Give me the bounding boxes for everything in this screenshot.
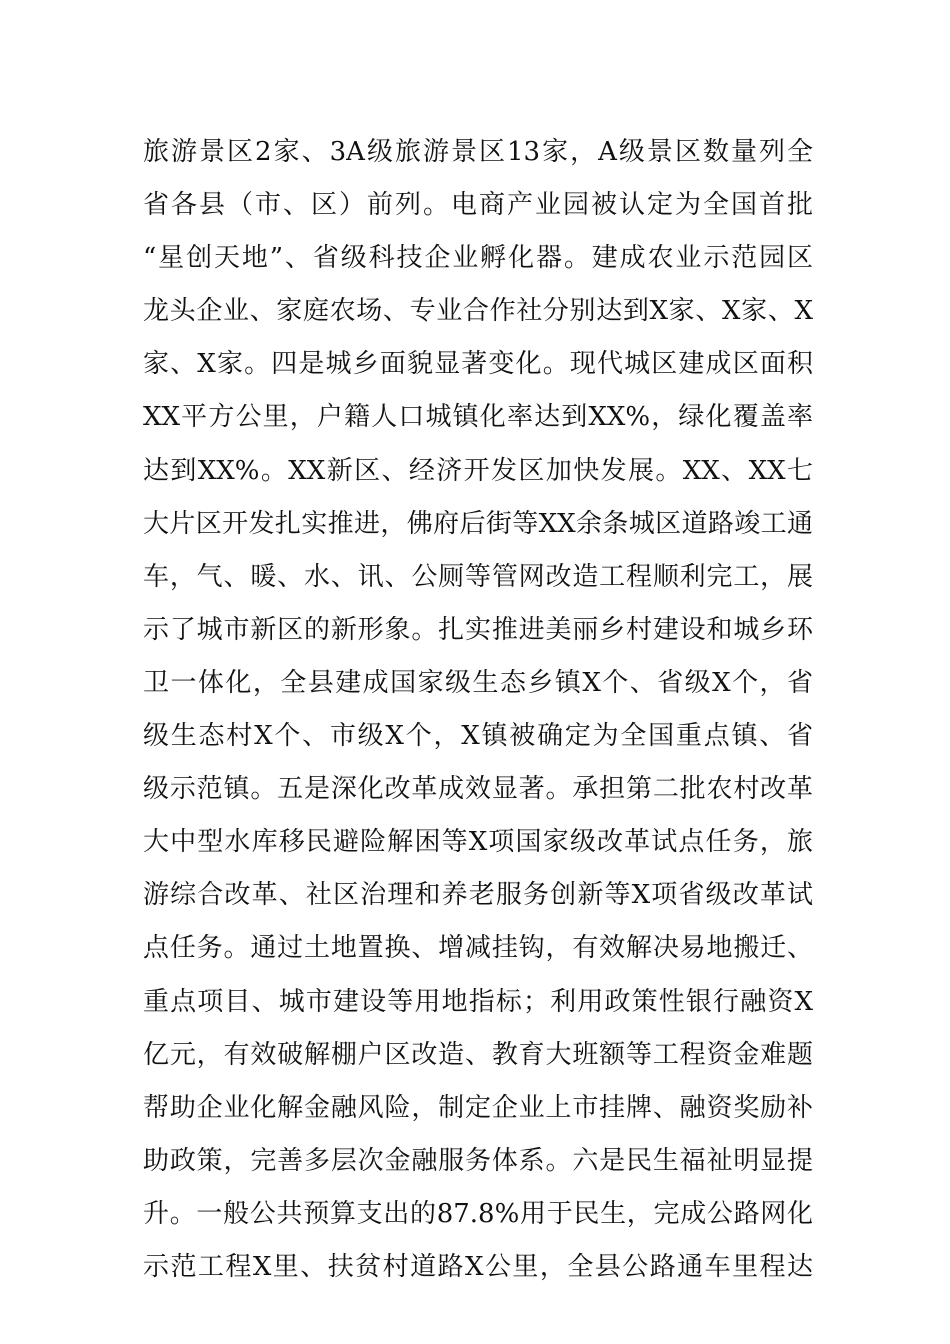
- text-line: 点任务。通过土地置换、增减挂钩，有效解决易地搬迁、: [143, 933, 813, 964]
- text-line: 示范工程X里、扶贫村道路X公里，全县公路通车里程达: [143, 1251, 813, 1282]
- text-line: 助政策，完善多层次金融服务体系。六是民生福祉明显提: [143, 1145, 813, 1176]
- text-line: 亿元，有效破解棚户区改造、教育大班额等工程资金难题: [143, 1039, 813, 1070]
- text-line: “星创天地”、省级科技企业孵化器。建成农业示范园区: [143, 243, 813, 274]
- text-line: 重点项目、城市建设等用地指标；利用政策性银行融资X: [143, 986, 813, 1017]
- text-line: 游综合改革、社区治理和养老服务创新等X项省级改革试: [143, 880, 813, 911]
- text-line: 示了城市新区的新形象。扎实推进美丽乡村建设和城乡环: [143, 614, 813, 645]
- text-line: 升。一般公共预算支出的87.8%用于民生，完成公路网化: [143, 1198, 813, 1229]
- body-text: [143, 126, 813, 1294]
- text-line: 省各县（市、区）前列。电商产业园被认定为全国首批: [143, 190, 813, 221]
- text-line: 帮助企业化解金融风险，制定企业上市挂牌、融资奖励补: [143, 1092, 813, 1123]
- text-line: 级示范镇。五是深化改革成效显著。承担第二批农村改革: [143, 774, 813, 805]
- text-line: XX平方公里，户籍人口城镇化率达到XX%，绿化覆盖率: [143, 402, 813, 433]
- text-line: 龙头企业、家庭农场、专业合作社分别达到X家、X家、X: [143, 296, 813, 327]
- text-line: 级生态村X个、市级X个，X镇被确定为全国重点镇、省: [143, 721, 813, 752]
- text-line: 车，气、暖、水、讯、公厕等管网改造工程顺利完工，展: [143, 561, 813, 592]
- text-line: 达到XX%。XX新区、经济开发区加快发展。XX、XX七: [143, 455, 813, 486]
- text-line: 家、X家。四是城乡面貌显著变化。现代城区建成区面积: [143, 349, 813, 380]
- text-line: 卫一体化，全县建成国家级生态乡镇X个、省级X个，省: [143, 667, 813, 698]
- text-line: 大片区开发扎实推进，佛府后街等XX余条城区道路竣工通: [143, 508, 813, 539]
- text-line: 大中型水库移民避险解困等X项国家级改革试点任务，旅: [143, 827, 813, 858]
- text-line: 旅游景区2家、3A级旅游景区13家，A级景区数量列全: [143, 137, 813, 167]
